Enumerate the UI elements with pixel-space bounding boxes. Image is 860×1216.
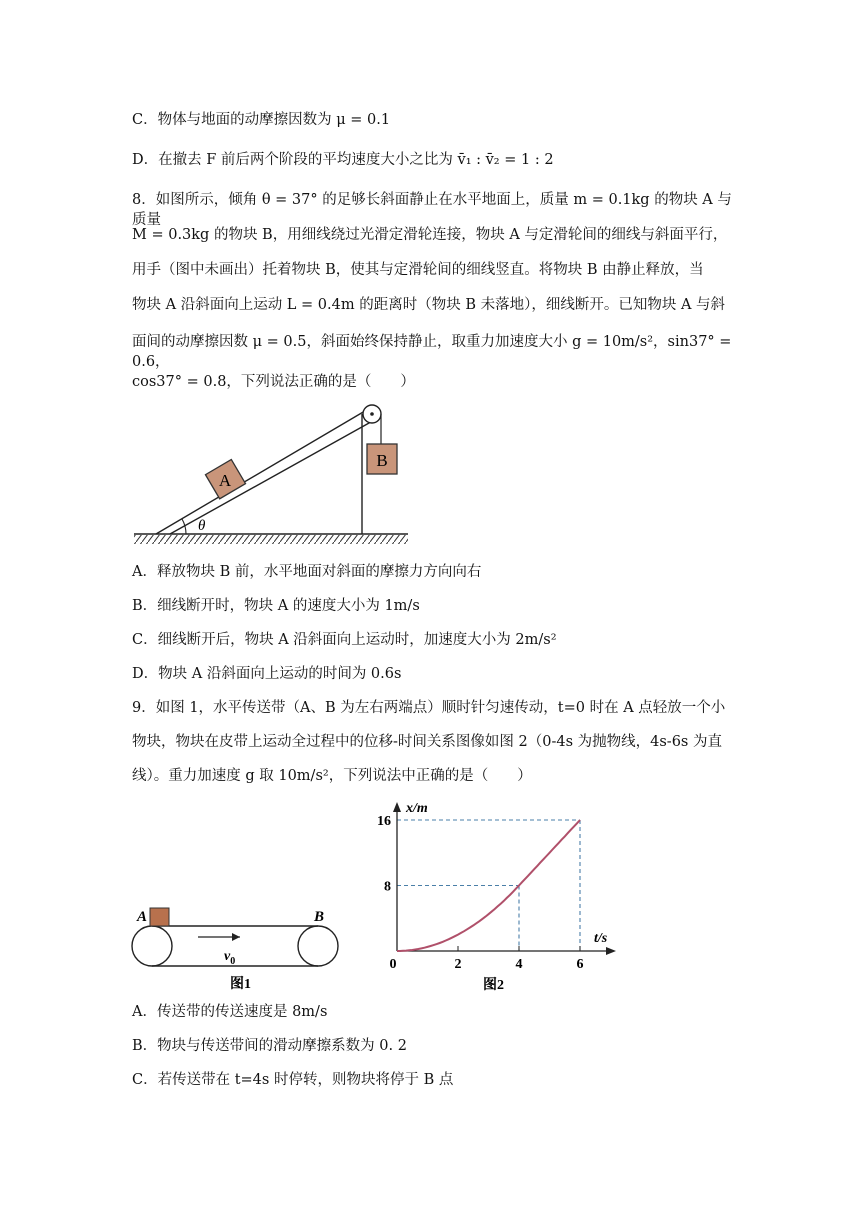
q7-option-d: D．在撤去 F 前后两个阶段的平均速度大小之比为 v̄₁ : v̄₂ = 1 : 2	[132, 152, 554, 168]
y-axis-arrowhead	[393, 802, 401, 812]
conveyor-figure	[128, 900, 344, 992]
guide-lines	[397, 820, 580, 951]
q8-option-a: A．释放物块 B 前，水平地面对斜面的摩擦力方向向右	[132, 564, 482, 580]
y-axis-label: x/m	[406, 801, 428, 816]
block-a-label: A	[218, 471, 232, 490]
q9-option-c: C．若传送带在 t=4s 时停转，则物块将停于 B 点	[132, 1072, 454, 1088]
point-b-label: B	[314, 909, 325, 925]
q8-stem-line-4: 物块 A 沿斜面向上运动 L = 0.4m 的距离时（物块 B 未落地），细线断开。已知物块 A 与斜	[132, 297, 726, 313]
q8-stem-line-1: 8．如图所示，倾角 θ = 37° 的足够长斜面静止在水平地面上，质量 m = 0.1kg 的物块 A 与质量	[132, 192, 732, 228]
velocity-label: $v_0$	[224, 949, 236, 967]
q8-stem-line-3: 用手（图中未画出）托着物块 B，使其与定滑轮间的细线竖直。将物块 B 由静止释放，当	[132, 262, 704, 278]
x-tick-label: 4	[515, 957, 523, 972]
y-tick-label: 16	[377, 814, 391, 829]
q9-stem-line-1: 9．如图 1，水平传送带（A、B 为左右两端点）顺时针匀速传动，t=0 时在 A 点轻放一个小	[132, 700, 726, 716]
q8-option-c: C．细线断开后，物块 A 沿斜面向上运动时，加速度大小为 2m/s²	[132, 632, 557, 648]
pulley-axle	[370, 412, 374, 416]
x-tick-label: 2	[454, 957, 462, 972]
q8-stem-line-2: M = 0.3kg 的物块 B，用细线绕过光滑定滑轮连接，物块 A 与定滑轮间的细线与斜面平行，	[132, 227, 728, 243]
incline-pulley-figure	[130, 398, 420, 550]
q9-option-a: A．传送带的传送速度是 8m/s	[132, 1004, 328, 1020]
q9-option-b: B．物块与传送带间的滑动摩擦系数为 0. 2	[132, 1038, 407, 1054]
q7-option-c: C．物体与地面的动摩擦因数为 μ = 0.1	[132, 112, 391, 128]
origin-label: 0	[389, 957, 397, 972]
block-b-label: B	[376, 451, 388, 470]
x-axis-label: t/s	[594, 931, 608, 946]
q9-stem-line-2: 物块，物块在皮带上运动全过程中的位移-时间关系图像如图 2（0-4s 为抛物线，4s-6s 为直	[132, 734, 722, 750]
left-roller	[132, 926, 172, 966]
xt-graph-figure	[364, 796, 624, 996]
fig2-caption: 图2	[483, 978, 504, 993]
q8-stem-line-5: 面间的动摩擦因数 μ = 0.5，斜面始终保持静止，取重力加速度大小 g = 10m/s²，sin37° = 0.6，	[132, 334, 732, 370]
q8-option-d: D．物块 A 沿斜面向上运动的时间为 0.6s	[132, 666, 402, 682]
velocity-arrowhead	[232, 933, 240, 941]
y-tick-label: 8	[384, 879, 391, 895]
x-axis-arrowhead	[606, 947, 616, 955]
right-roller	[298, 926, 338, 966]
angle-theta-label: θ	[198, 518, 206, 534]
incline-slope	[156, 408, 378, 534]
q8-stem-line-6: cos37° = 0.8，下列说法正确的是（ ）	[132, 374, 415, 390]
fig1-caption: 图1	[230, 977, 251, 992]
x-tick-label: 6	[576, 957, 584, 972]
small-block	[150, 908, 169, 926]
ground-hatching	[134, 535, 408, 544]
point-a-label: A	[137, 909, 148, 925]
q8-option-b: B．细线断开时，物块 A 的速度大小为 1m/s	[132, 598, 420, 614]
q9-stem-line-3: 线）。重力加速度 g 取 10m/s²，下列说法中正确的是（ ）	[132, 768, 532, 784]
